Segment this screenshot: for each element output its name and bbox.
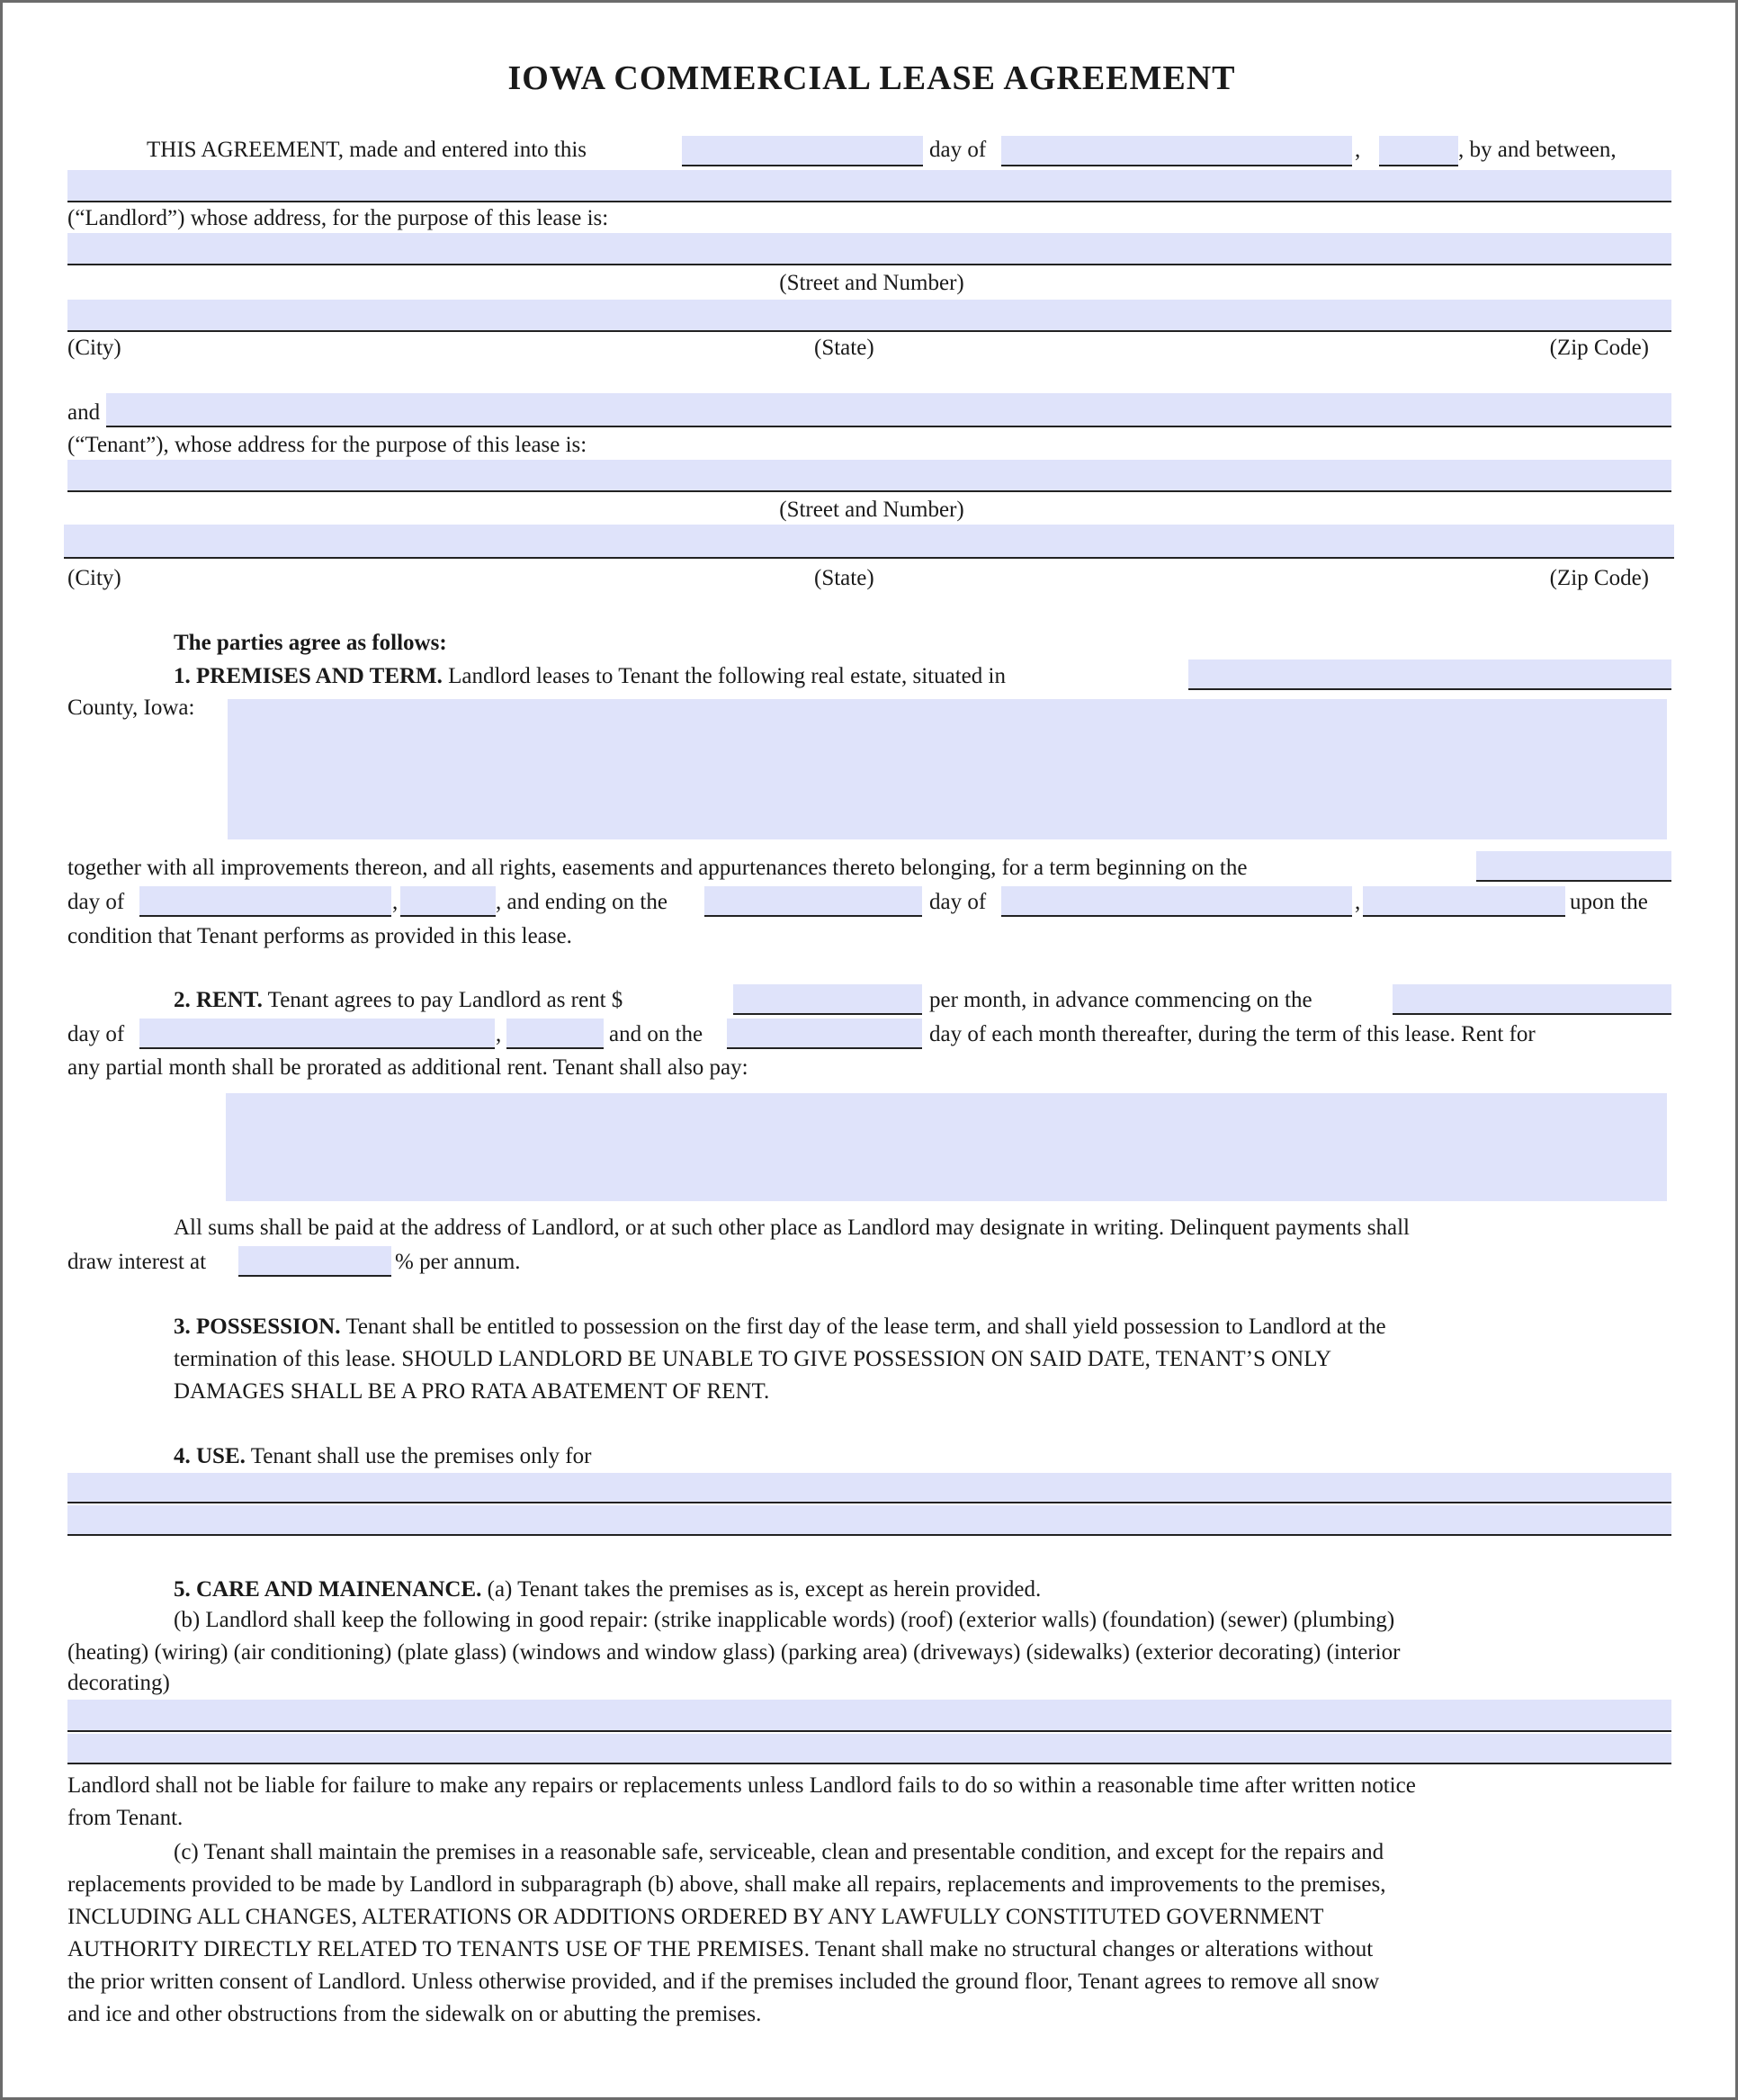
section-2-lead: Tenant agrees to pay Landlord as rent $ bbox=[267, 988, 623, 1012]
section-2-day-of: day of bbox=[67, 1022, 125, 1046]
section-1-day-of: day of bbox=[67, 890, 125, 914]
section-5-c-6: and ice and other obstructions from the sidewalk on or abutting the premises. bbox=[67, 2002, 762, 2026]
intro-day-of: day of bbox=[929, 138, 987, 162]
section-2-sums: All sums shall be paid at the address of Landlord, or at such other place as Landlord may designate in writing. Delinquent payments shall bbox=[174, 1216, 1410, 1240]
section-2-day-each: day of each month thereafter, during the term of this lease. Rent for bbox=[929, 1022, 1536, 1046]
rent-commence-year-field[interactable] bbox=[506, 1019, 604, 1049]
intro-by-and-between: , by and between, bbox=[1458, 138, 1617, 162]
tenant-name-field[interactable] bbox=[106, 393, 1671, 427]
section-1-comma-2: , bbox=[1355, 890, 1361, 914]
landlord-state-label: (State) bbox=[814, 336, 874, 360]
section-5-heading: 5. CARE AND MAINENANCE. bbox=[174, 1577, 482, 1602]
landlord-name-field[interactable] bbox=[67, 170, 1671, 202]
section-4-line bbox=[174, 1442, 591, 1471]
section-3-heading: 3. POSSESSION. bbox=[174, 1315, 341, 1339]
section-2-partial-month: any partial month shall be prorated as additional rent. Tenant shall also pay: bbox=[67, 1055, 748, 1080]
landlord-city-label: (City) bbox=[67, 336, 121, 360]
county-iowa-label: County, Iowa: bbox=[67, 696, 195, 720]
section-4-heading: 4. USE. bbox=[174, 1444, 246, 1468]
intro-lead: THIS AGREEMENT, made and entered into this bbox=[147, 138, 587, 162]
section-1-heading: 1. PREMISES AND TERM. bbox=[174, 664, 443, 688]
section-2-heading: 2. RENT. bbox=[174, 988, 263, 1012]
section-1-term-line: together with all improvements thereon, and all rights, easements and appurtenances thereto belonging, for a term beginning on the bbox=[67, 856, 1248, 880]
section-4-text: Tenant shall use the premises only for bbox=[250, 1444, 592, 1468]
tenant-state-label: (State) bbox=[814, 566, 874, 590]
section-5-a: (a) Tenant takes the premises as is, except as herein provided. bbox=[487, 1577, 1042, 1602]
rent-commence-month-field[interactable] bbox=[139, 1019, 495, 1049]
landlord-address-label: (“Landlord”) whose address, for the purpose of this lease is: bbox=[67, 206, 609, 230]
county-field[interactable] bbox=[1188, 660, 1671, 690]
document-title: IOWA COMMERCIAL LEASE AGREEMENT bbox=[507, 59, 1236, 97]
term-begin-year-field[interactable] bbox=[400, 886, 496, 917]
section-5-c-4: AUTHORITY DIRECTLY RELATED TO TENANTS USE OF THE PREMISES. Tenant shall make no structural changes or alterations without bbox=[67, 1937, 1374, 1961]
rent-amount-field[interactable] bbox=[733, 984, 922, 1015]
use-field-2[interactable] bbox=[67, 1505, 1671, 1536]
tenant-and-label: and bbox=[67, 400, 101, 425]
term-end-month-field[interactable] bbox=[1001, 886, 1352, 917]
additional-payments-field[interactable] bbox=[226, 1093, 1667, 1201]
landlord-zip-label: (Zip Code) bbox=[1549, 336, 1649, 360]
section-1-upon-the: upon the bbox=[1570, 890, 1648, 914]
term-end-year-field[interactable] bbox=[1363, 886, 1565, 917]
term-end-day-field[interactable] bbox=[704, 886, 922, 917]
section-5-line-a bbox=[174, 1575, 1041, 1604]
section-2-lead-line bbox=[174, 986, 623, 1015]
term-begin-day-field[interactable] bbox=[1476, 851, 1671, 882]
section-1-lead-line bbox=[174, 662, 1006, 691]
section-3-line-1 bbox=[174, 1313, 1386, 1342]
section-5-c-1: (c) Tenant shall maintain the premises in a reasonable safe, serviceable, clean and presentable condition, and except for the repairs and bbox=[174, 1840, 1384, 1864]
term-begin-month-field[interactable] bbox=[139, 886, 391, 917]
section-5-liable-1: Landlord shall not be liable for failure to make any repairs or replacements unless Landlord fails to do so within a reasonable time after written notice bbox=[67, 1773, 1416, 1798]
section-2-draw-interest: draw interest at bbox=[67, 1250, 207, 1274]
landlord-city-state-zip-field[interactable] bbox=[67, 300, 1671, 332]
section-5-b-3: decorating) bbox=[67, 1671, 170, 1695]
section-2-percent: % per annum. bbox=[395, 1250, 521, 1274]
repairs-field-1[interactable] bbox=[67, 1700, 1671, 1732]
section-1-lead: Landlord leases to Tenant the following real estate, situated in bbox=[448, 664, 1006, 688]
intro-comma: , bbox=[1355, 138, 1361, 162]
parties-agree-heading: The parties agree as follows: bbox=[174, 631, 447, 655]
premises-description-field[interactable] bbox=[228, 699, 1667, 839]
section-3-text-3: DAMAGES SHALL BE A PRO RATA ABATEMENT OF RENT. bbox=[174, 1379, 770, 1404]
tenant-city-state-zip-field[interactable] bbox=[64, 525, 1674, 559]
section-2-per-month: per month, in advance commencing on the bbox=[929, 988, 1312, 1012]
use-field-1[interactable] bbox=[67, 1473, 1671, 1503]
section-5-liable-2: from Tenant. bbox=[67, 1806, 184, 1830]
tenant-street-field[interactable] bbox=[67, 460, 1671, 492]
section-5-b-2: (heating) (wiring) (air conditioning) (plate glass) (windows and window glass) (parking area) (driveways) (sidewalks) (exterior decorating) (interior bbox=[67, 1640, 1401, 1665]
section-2-and-on-the: and on the bbox=[609, 1022, 703, 1046]
tenant-city-label: (City) bbox=[67, 566, 121, 590]
repairs-field-2[interactable] bbox=[67, 1734, 1671, 1764]
section-5-c-5: the prior written consent of Landlord. Unless otherwise provided, and if the premises included the ground floor, Tenant agrees to remove all snow bbox=[67, 1970, 1380, 1994]
landlord-street-field[interactable] bbox=[67, 233, 1671, 265]
tenant-street-label: (Street and Number) bbox=[779, 498, 964, 522]
section-5-c-3: INCLUDING ALL CHANGES, ALTERATIONS OR ADDITIONS ORDERED BY ANY LAWFULLY CONSTITUTED GOVERNMENT bbox=[67, 1905, 1324, 1929]
section-1-ending: , and ending on the bbox=[496, 890, 667, 914]
section-1-comma: , bbox=[392, 890, 399, 914]
section-3-text-1: Tenant shall be entitled to possession on the first day of the lease term, and shall yield possession to Landlord at the bbox=[345, 1315, 1386, 1339]
section-3-text-2: termination of this lease. SHOULD LANDLORD BE UNABLE TO GIVE POSSESSION ON SAID DATE, TENANT’S ONLY bbox=[174, 1347, 1332, 1371]
section-1-day-of-2: day of bbox=[929, 890, 987, 914]
interest-rate-field[interactable] bbox=[238, 1246, 391, 1277]
section-5-c-2: replacements provided to be made by Landlord in subparagraph (b) above, shall make all repairs, replacements and improvements to the premises, bbox=[67, 1872, 1386, 1897]
landlord-street-label: (Street and Number) bbox=[779, 271, 964, 295]
tenant-address-label: (“Tenant”), whose address for the purpose of this lease is: bbox=[67, 433, 587, 457]
section-1-condition: condition that Tenant performs as provided in this lease. bbox=[67, 924, 572, 948]
rent-due-day-field[interactable] bbox=[727, 1019, 922, 1049]
agreement-day-field[interactable] bbox=[682, 136, 923, 166]
agreement-month-field[interactable] bbox=[1001, 136, 1352, 166]
agreement-year-field[interactable] bbox=[1379, 136, 1458, 166]
tenant-zip-label: (Zip Code) bbox=[1549, 566, 1649, 590]
section-2-comma: , bbox=[496, 1022, 502, 1046]
section-5-b-1: (b) Landlord shall keep the following in good repair: (strike inapplicable words) (roof) (exterior walls) (foundation) (sewer) (plumbing) bbox=[174, 1608, 1395, 1632]
rent-commence-day-field[interactable] bbox=[1393, 984, 1671, 1015]
